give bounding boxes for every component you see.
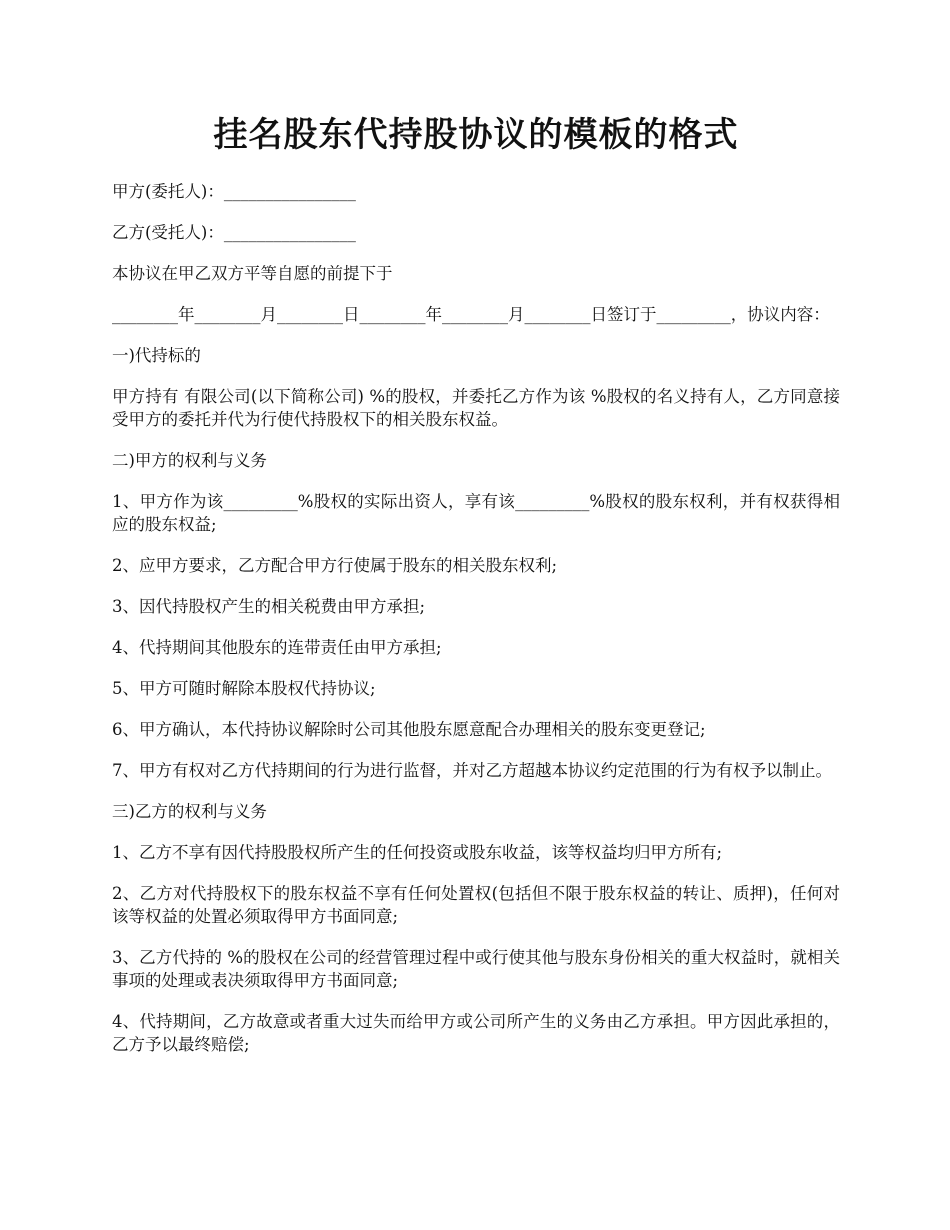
document-page xyxy=(112,0,840,1074)
section-heading-1: 一)代持标的 xyxy=(112,346,201,365)
party-a-clause-6: 6、甲方确认，本代持协议解除时公司其他股东愿意配合办理相关的股东变更登记; xyxy=(112,720,706,739)
party-a-clause-4: 4、代持期间其他股东的连带责任由甲方承担; xyxy=(112,638,442,657)
party-b-clause-2: 2、乙方对代持股权下的股东权益不享有任何处置权(包括但不限于股东权益的转让、质押)，任何对该等权益的处置必须取得甲方书面同意; xyxy=(112,884,840,926)
document-title: 挂名股东代持股协议的模板的格式 xyxy=(213,115,739,155)
section-heading-3: 三)乙方的权利与义务 xyxy=(112,802,267,821)
party-a-clause-1: 1、甲方作为该_________%股权的实际出资人，享有该_________%股权的股东权利，并有权获得相应的股东权益; xyxy=(112,492,840,534)
party-b-clause-4: 4、代持期间，乙方故意或者重大过失而给甲方或公司所产生的义务由乙方承担。甲方因此承担的，乙方予以最终赔偿; xyxy=(112,1012,840,1054)
party-a-clause-2: 2、应甲方要求，乙方配合甲方行使属于股东的相关股东权利; xyxy=(112,556,558,575)
party-a-clause-5: 5、甲方可随时解除本股权代持协议; xyxy=(112,679,376,698)
party-a-clause-3: 3、因代持股权产生的相关税费由甲方承担; xyxy=(112,597,426,616)
document-body xyxy=(112,180,840,1056)
section-1-text: 甲方持有 有限公司(以下简称公司) %的股权，并委托乙方作为该 %股权的名义持有人，乙方同意接受甲方的委托并代为行使代持股权下的相关股东权益。 xyxy=(112,387,840,429)
preamble-line: 本协议在甲乙双方平等自愿的前提下于 xyxy=(112,264,393,283)
party-b-clause-3: 3、乙方代持的 %的股权在公司的经营管理过程中或行使其他与股东身份相关的重大权益时，就相关事项的处理或表决须取得甲方书面同意; xyxy=(112,948,840,990)
party-a-clause-7: 7、甲方有权对乙方代持期间的行为进行监督，并对乙方超越本协议约定范围的行为有权予以制止。 xyxy=(112,761,832,780)
section-heading-2: 二)甲方的权利与义务 xyxy=(112,451,267,470)
signing-date-line: ________年________月________日________年________月________日签订于_________，协议内容： xyxy=(112,305,830,324)
party-b-line: 乙方(受托人)：________________ xyxy=(112,223,356,242)
party-b-clause-1: 1、乙方不享有因代持股股权所产生的任何投资或股东收益，该等权益均归甲方所有; xyxy=(112,843,723,862)
party-a-line: 甲方(委托人)：________________ xyxy=(112,182,356,201)
